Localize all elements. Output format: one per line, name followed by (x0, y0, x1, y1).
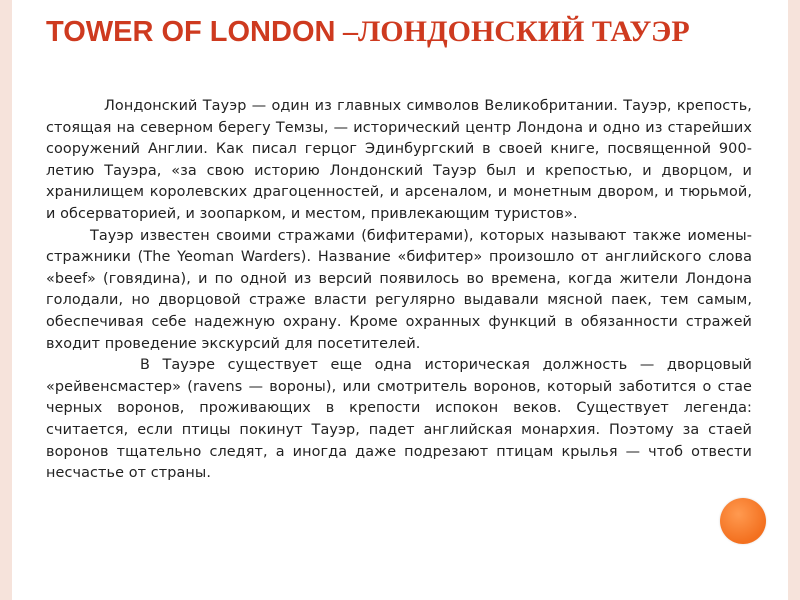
decorative-orange-circle (720, 498, 766, 544)
paragraph-2: Тауэр известен своими стражами (бифитерами), которых называют также иомены-стражники (The Yeoman Warders). Название «бифитер» произошло от английского слова «beef» (говядина), и по одной из версий появилось во времена, когда жители Лондона голодали, но дворцовой страже власти регулярно выдавали мясной паек, тем самым, обеспечивая себе надежную охрану. Кроме охранных функций в обязанности стражей входит проведение экскурсий для посетителей. (46, 227, 752, 352)
paragraph-3: В Тауэре существует еще одна историческая должность — дворцовый «рейвенсмастер» (ravens — вороны), или смотритель воронов, который заботится о стае черных воронов, проживающих в крепости испокон веков. Существует легенда: считается, если птицы покинут Тауэр, падет английская монархия. Поэтому за стаей воронов тщательно следят, а иногда даже подрезают птицам крылья — чтоб отвести несчастье от страны. (46, 357, 752, 482)
paragraph-1: Лондонский Тауэр — один из главных символов Великобритании. Тауэр, крепость, стоящая на северном берегу Темзы, — исторический центр Лондона и одно из старейших сооружений Англии. Как писал герцог Эдинбургский в своей книге, посвященной 900-летию Тауэра, «за свою историю Лондонский Тауэр был и крепостью, и дворцом, и хранилищем королевских драгоценностей, и арсеналом, и монетным двором, и тюрьмой, и обсерваторией, и зоопарком, и местом, привлекающим туристов». (46, 98, 752, 222)
slide-title (46, 8, 776, 54)
slide (12, 0, 788, 600)
title-russian: –ЛОНДОНСКИЙ ТАУЭР (335, 15, 690, 48)
body-text (46, 96, 752, 485)
title-english: TOWER OF LONDON (46, 16, 336, 48)
